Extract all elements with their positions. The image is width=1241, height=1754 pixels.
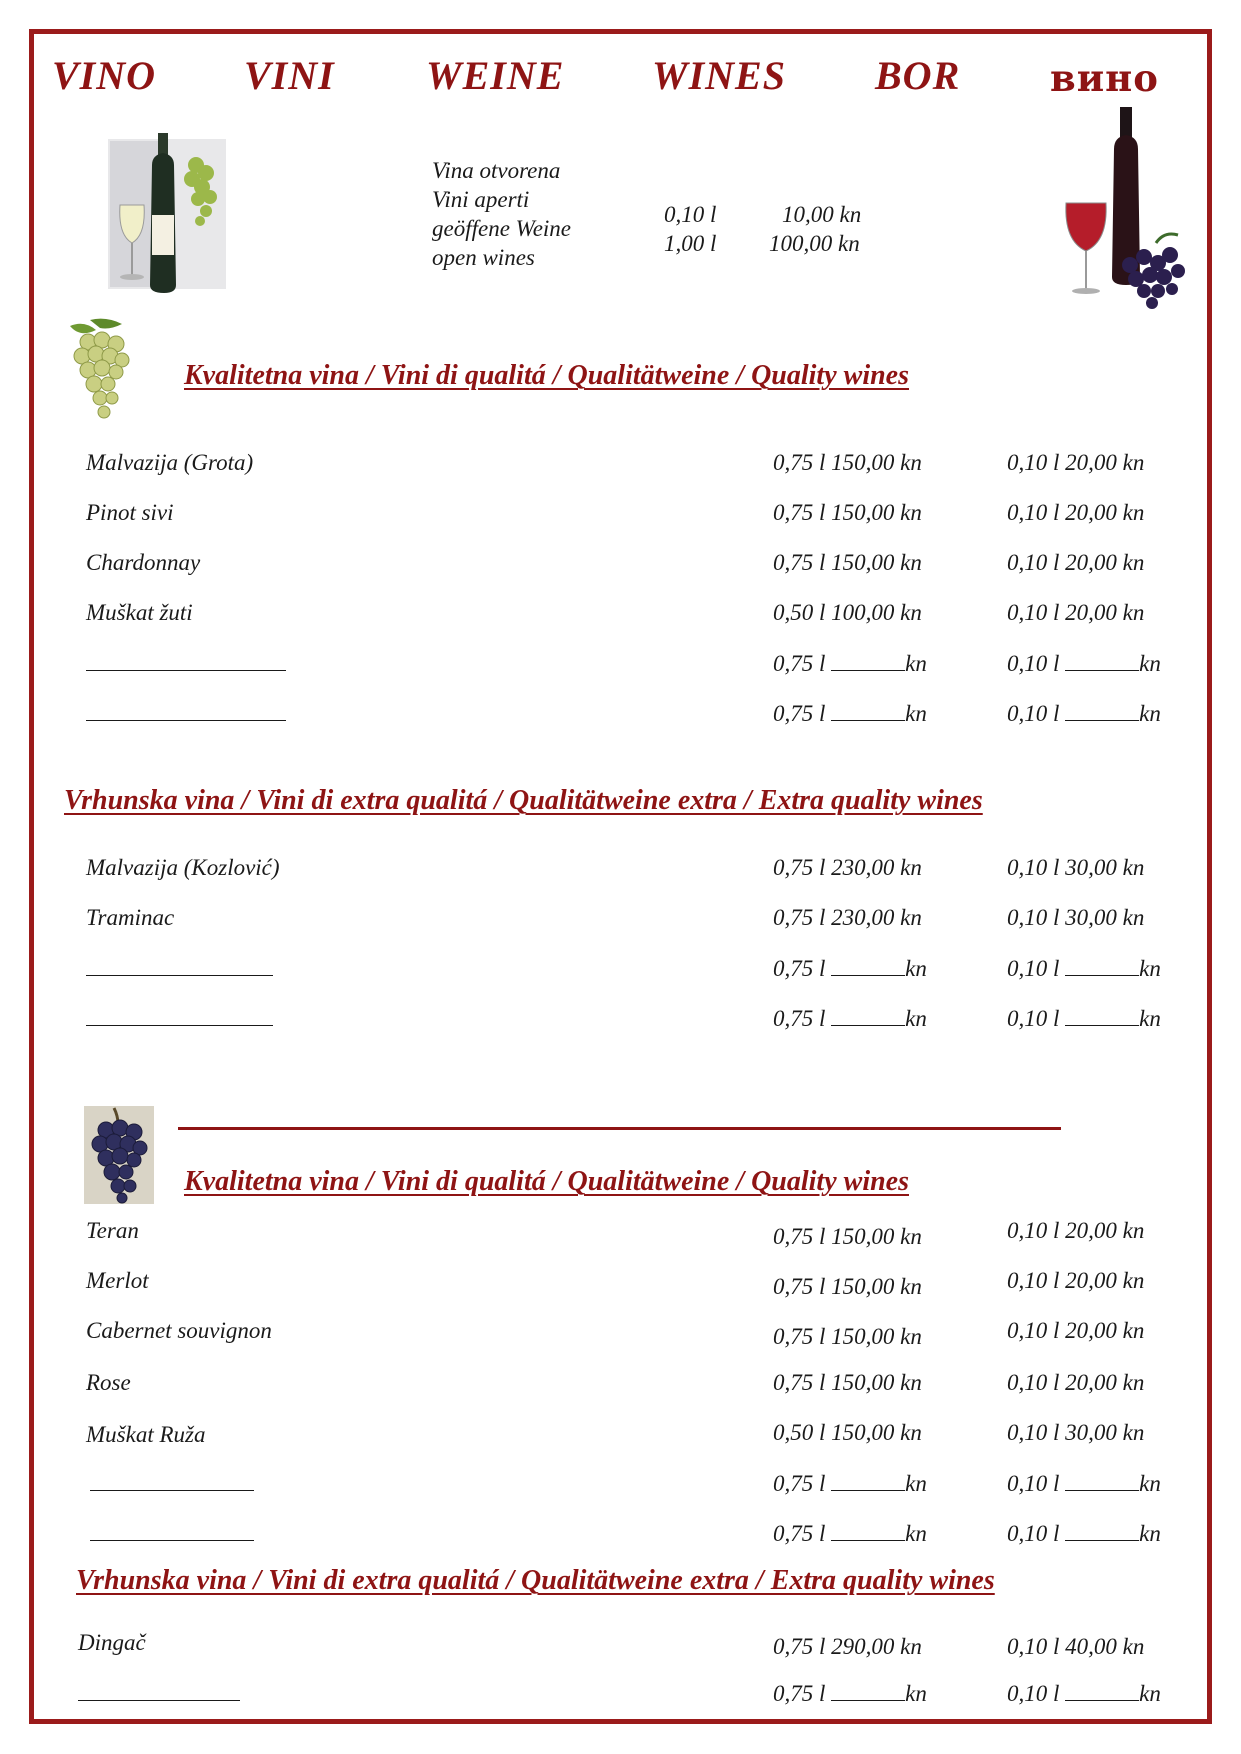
glass-size: 0,10 l (1007, 1521, 1060, 1546)
white-wine-bottle-icon (100, 125, 240, 303)
wine-name: Dingač (78, 1630, 146, 1655)
wine-row-blank (0, 650, 1241, 684)
wine-name: Muškat žuti (86, 600, 193, 625)
wine-row (0, 500, 1241, 534)
wine-row (0, 450, 1241, 484)
glass-price: 0,10 l 30,00 kn (1007, 1420, 1145, 1445)
bottle-price: 0,50 l 150,00 kn (773, 1420, 922, 1445)
title-bor: BOR (875, 53, 961, 98)
currency-unit: kn (905, 1681, 927, 1706)
glass-size: 0,10 l (1007, 1471, 1060, 1496)
title-vino-cyrillic: вино (1050, 56, 1159, 100)
glass-price: 0,10 l 20,00 kn (1007, 1218, 1145, 1243)
glass-size: 0,10 l (1007, 1681, 1060, 1706)
bottle-price: 0,75 l 150,00 kn (773, 1274, 922, 1299)
currency-unit: kn (1139, 1006, 1161, 1031)
white-grapes-icon (60, 316, 142, 430)
wine-name: Malvazija (Kozlović) (86, 855, 280, 880)
wine-row (0, 1268, 1241, 1302)
wine-row-blank (0, 955, 1241, 989)
glass-price: 0,10 l 20,00 kn (1007, 450, 1145, 475)
glass-price: 0,10 l 20,00 kn (1007, 1318, 1145, 1343)
wine-name: Merlot (86, 1268, 149, 1293)
currency-unit: kn (905, 1006, 927, 1031)
glass-price: 0,10 l 20,00 kn (1007, 600, 1145, 625)
blank-wine-name (86, 955, 273, 976)
bottle-price: 0,75 l 150,00 kn (773, 1224, 922, 1249)
currency-unit: kn (905, 701, 927, 726)
currency-unit: kn (1139, 956, 1161, 981)
wine-row (0, 600, 1241, 634)
wine-name: Pinot sivi (86, 500, 174, 525)
title-wines: WINES (652, 53, 786, 98)
glass-price: 0,10 l 30,00 kn (1007, 905, 1145, 930)
wine-name: Traminac (86, 905, 175, 930)
open-wines-size-2: 1,00 l (664, 231, 717, 256)
section-title-quality-white: Kvalitetna vina / Vini di qualitá / Qualitätweine / Quality wines (184, 360, 909, 391)
currency-unit: kn (905, 1521, 927, 1546)
wine-row-blank (0, 1680, 1241, 1714)
red-wine-bottle-icon (1060, 105, 1192, 315)
wine-row (0, 1370, 1241, 1404)
bottle-size: 0,75 l (773, 1521, 826, 1546)
wine-name: Cabernet souvignon (86, 1318, 272, 1343)
wine-row (0, 855, 1241, 889)
currency-unit: kn (905, 1471, 927, 1496)
glass-price: 0,10 l 20,00 kn (1007, 1370, 1145, 1395)
currency-unit: kn (1139, 1681, 1161, 1706)
bottle-size: 0,75 l (773, 956, 826, 981)
bottle-price: 0,75 l 290,00 kn (773, 1634, 922, 1659)
glass-price: 0,10 l 40,00 kn (1007, 1634, 1145, 1659)
title-vini: VINI (244, 53, 335, 98)
blank-wine-name (78, 1680, 240, 1701)
bottle-size: 0,75 l (773, 1471, 826, 1496)
bottle-size: 0,75 l (773, 1681, 826, 1706)
title-weine: WEINE (426, 53, 565, 98)
wine-name: Malvazija (Grota) (86, 450, 254, 475)
open-wines-label-hr: Vina otvorena (432, 158, 561, 183)
section-title-quality-red: Kvalitetna vina / Vini di qualitá / Qualitätweine / Quality wines (184, 1166, 909, 1197)
wine-name: Rose (86, 1370, 131, 1395)
bottle-price: 0,75 l 150,00 kn (773, 1370, 922, 1395)
currency-unit: kn (1139, 651, 1161, 676)
section-divider (178, 1127, 1061, 1130)
currency-unit: kn (905, 651, 927, 676)
wine-row (0, 905, 1241, 939)
red-grapes-icon (84, 1106, 154, 1204)
glass-price: 0,10 l 20,00 kn (1007, 500, 1145, 525)
glass-size: 0,10 l (1007, 1006, 1060, 1031)
currency-unit: kn (1139, 701, 1161, 726)
bottle-price: 0,50 l 100,00 kn (773, 600, 922, 625)
wine-row (0, 1218, 1241, 1252)
wine-row (0, 550, 1241, 584)
blank-wine-name (90, 1470, 254, 1491)
bottle-price: 0,75 l 150,00 kn (773, 500, 922, 525)
wine-row (0, 1420, 1241, 1454)
blank-wine-name (86, 650, 286, 671)
currency-unit: kn (1139, 1471, 1161, 1496)
open-wines-label-it: Vini aperti (432, 187, 530, 212)
glass-price: 0,10 l 20,00 kn (1007, 550, 1145, 575)
bottle-price: 0,75 l 150,00 kn (773, 550, 922, 575)
wine-row-blank (0, 1470, 1241, 1504)
open-wines-size-1: 0,10 l (664, 202, 717, 227)
bottle-price: 0,75 l 230,00 kn (773, 855, 922, 880)
blank-wine-name (90, 1520, 254, 1541)
wine-name: Teran (86, 1218, 139, 1243)
currency-unit: kn (1139, 1521, 1161, 1546)
blank-wine-name (86, 700, 286, 721)
wine-row-blank (0, 1005, 1241, 1039)
bottle-price: 0,75 l 230,00 kn (773, 905, 922, 930)
bottle-price: 0,75 l 150,00 kn (773, 1324, 922, 1349)
wine-row-blank (0, 1520, 1241, 1554)
wine-name: Chardonnay (86, 550, 201, 575)
glass-price: 0,10 l 30,00 kn (1007, 855, 1145, 880)
wine-row (0, 1630, 1241, 1664)
open-wines-label-de: geöffene Weine (432, 216, 572, 241)
open-wines-price-2: 100,00 kn (769, 231, 860, 256)
currency-unit: kn (905, 956, 927, 981)
section-title-extra-white: Vrhunska vina / Vini di extra qualitá / Qualitätweine extra / Extra quality wines (64, 785, 983, 816)
open-wines-price-1: 10,00 kn (782, 202, 862, 227)
glass-price: 0,10 l 20,00 kn (1007, 1268, 1145, 1293)
glass-size: 0,10 l (1007, 651, 1060, 676)
bottle-size: 0,75 l (773, 1006, 826, 1031)
blank-wine-name (86, 1005, 273, 1026)
glass-size: 0,10 l (1007, 701, 1060, 726)
section-title-extra-red: Vrhunska vina / Vini di extra qualitá / Qualitätweine extra / Extra quality wines (76, 1565, 995, 1596)
open-wines-label-en: open wines (432, 245, 535, 270)
title-vino: VINO (52, 53, 157, 98)
glass-size: 0,10 l (1007, 956, 1060, 981)
bottle-size: 0,75 l (773, 701, 826, 726)
wine-row (0, 1318, 1241, 1352)
bottle-price: 0,75 l 150,00 kn (773, 450, 922, 475)
wine-row-blank (0, 700, 1241, 734)
bottle-size: 0,75 l (773, 651, 826, 676)
wine-name: Muškat Ruža (86, 1422, 206, 1447)
